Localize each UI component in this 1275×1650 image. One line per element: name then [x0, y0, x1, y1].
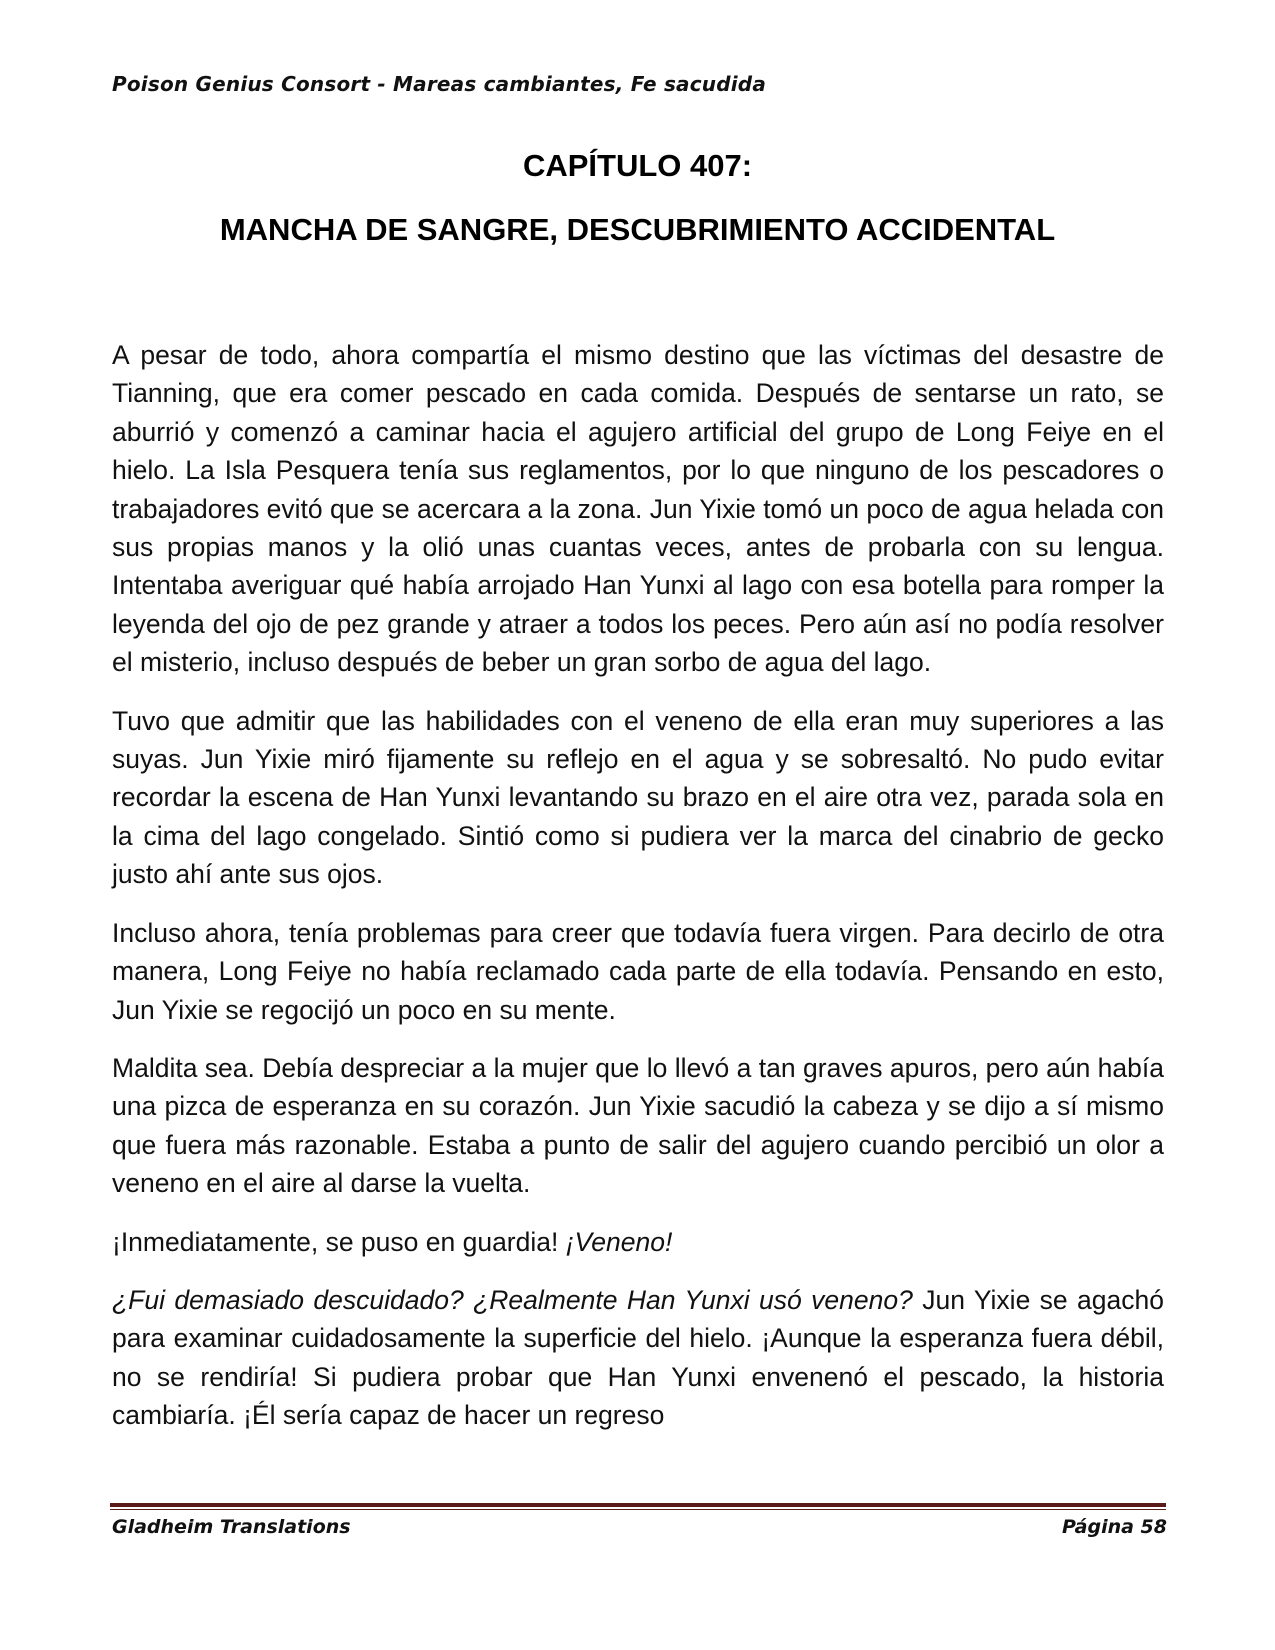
body-text: [112, 336, 1164, 1455]
footer-page-number: Página 58: [1061, 1516, 1167, 1538]
paragraph-3: Incluso ahora, tenía problemas para creer que todavía fuera virgen. Para decirlo de otra manera, Long Feiye no había reclamado cada parte de ella todavía. Pensando en esto, Jun Yixie se regocijó un poco en su mente.: [112, 917, 1164, 1025]
paragraph-6-text: Jun Yixie se agachó para examinar cuidadosamente la superficie del hielo. ¡Aunque la esperanza fuera débil, no se rendiría! Si pudiera probar que Han Yunxi envenenó el pescado, la historia cambiaría. ¡Él sería capaz de hacer un regreso: [112, 1284, 1164, 1431]
chapter-number: CAPÍTULO 407:: [522, 148, 753, 183]
running-header: Poison Genius Consort - Mareas cambiantes, Fe sacudida: [112, 72, 767, 96]
paragraph-6-emphasis: ¿Fui demasiado descuidado? ¿Realmente Han Yunxi usó veneno?: [112, 1284, 913, 1315]
paragraph-1: A pesar de todo, ahora compartía el mismo destino que las víctimas del desastre de Tianning, que era comer pescado en cada comida. Después de sentarse un rato, se aburrió y comenzó a caminar hacia el agujero artificial del grupo de Long Feiye en el hielo. La Isla Pesquera tenía sus reglamentos, por lo que ninguno de los pescadores o trabajadores evitó que se acercara a la zona. Jun Yixie tomó un poco de agua helada con sus propias manos y la olió unas cuantas veces, antes de probarla con su lengua. Intentaba averiguar qué había arrojado Han Yunxi al lago con esa botella para romper la leyenda del ojo de pez grande y atraer a todos los peces. Pero aún así no podía resolver el misterio, incluso después de beber un gran sorbo de agua del lago.: [112, 340, 1164, 678]
paragraph-4: Maldita sea. Debía despreciar a la mujer que lo llevó a tan graves apuros, pero aún había una pizca de esperanza en su corazón. Jun Yixie sacudió la cabeza y se dijo a sí mismo que fuera más razonable. Estaba a punto de salir del agujero cuando percibió un olor a veneno en el aire al darse la vuelta.: [112, 1052, 1164, 1199]
paragraph-6: [112, 1281, 1164, 1435]
paragraph-2: Tuvo que admitir que las habilidades con el veneno de ella eran muy superiores a las suyas. Jun Yixie miró fijamente su reflejo en el agua y se sobresaltó. No pudo evitar recordar la escena de Han Yunxi levantando su brazo en el aire otra vez, parada sola en la cima del lago congelado. Sintió como si pudiera ver la marca del cinabrio de gecko justo ahí ante sus ojos.: [112, 705, 1164, 890]
paragraph-5-text: ¡Inmediatamente, se puso en guardia!: [112, 1226, 566, 1257]
chapter-title: MANCHA DE SANGRE, DESCUBRIMIENTO ACCIDENTAL: [219, 212, 1056, 247]
paragraph-5-emphasis: ¡Veneno!: [565, 1226, 673, 1257]
footer-rule-thin: [110, 1509, 1166, 1510]
footer-rule-thick: [110, 1503, 1166, 1507]
paragraph-5: [112, 1223, 1164, 1261]
footer-publisher: Gladheim Translations: [112, 1516, 351, 1538]
